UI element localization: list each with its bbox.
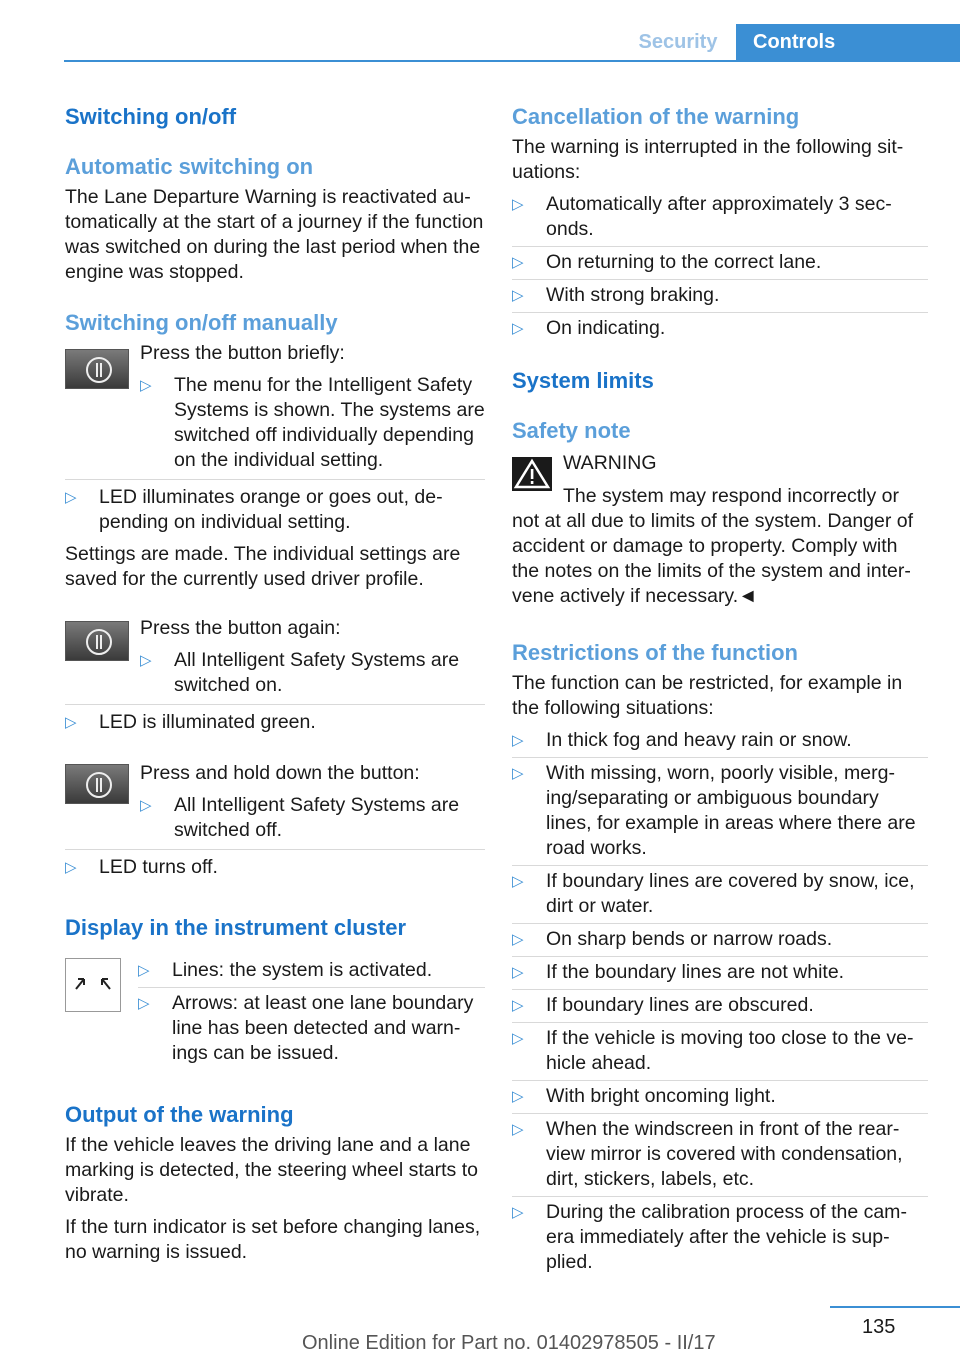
- list-item-text: In thick fog and heavy rain or snow.: [546, 729, 852, 751]
- list-item-text: The menu for the Intelligent Safety Systems is shown. The systems are switched off individually depending on the individual setting.: [174, 374, 485, 471]
- list-item: [512, 960, 928, 985]
- bullet-icon: ▷: [512, 1204, 524, 1221]
- list-item-text: With missing, worn, poorly visible, merging/separating or ambiguous boundary lines, for example in areas where there are road works.: [546, 762, 916, 859]
- auto-text: The Lane Departure Warning is reactivated automatically at the start of a journey if the function was switched on during the last period when the engine was stopped.: [65, 186, 484, 283]
- bullet-icon: ▷: [65, 859, 77, 876]
- list-item: [140, 648, 485, 698]
- list-item: [512, 927, 928, 952]
- right-column: [512, 100, 928, 1275]
- list-item-text: During the calibration process of the camera immediately after the vehicle is supplied.: [546, 1201, 907, 1273]
- bullet-icon: ▷: [512, 287, 524, 304]
- bullet-icon: ▷: [512, 1121, 524, 1138]
- press-briefly-label: Press the button briefly:: [140, 342, 345, 364]
- bullet-icon: ▷: [512, 931, 524, 948]
- divider: [512, 1080, 928, 1081]
- list-item-text: LED illuminates orange or goes out, depending on individual setting.: [99, 486, 443, 533]
- page-number: 135: [862, 1316, 896, 1338]
- bullet-icon: ▷: [512, 254, 524, 271]
- heading-output: Output of the warning: [65, 1102, 294, 1127]
- list-item-text: On returning to the correct lane.: [546, 251, 822, 273]
- list-item-text: If boundary lines are obscured.: [546, 994, 814, 1016]
- list-item: [512, 761, 928, 861]
- list-item-text: With strong braking.: [546, 284, 720, 306]
- list-item: [512, 1200, 928, 1275]
- output-text-1: If the vehicle leaves the driving lane and a lane marking is detected, the steering wheel starts to vibrate.: [65, 1134, 478, 1206]
- list-item-text: Automatically after approximately 3 seconds.: [546, 193, 892, 240]
- divider: [512, 246, 928, 247]
- press-briefly-block: [65, 342, 485, 473]
- bullet-icon: ▷: [512, 320, 524, 337]
- heading-restrictions: Restrictions of the function: [512, 640, 798, 665]
- safety-button-icon: [65, 621, 129, 661]
- press-hold-block: [65, 764, 485, 843]
- heading-automatic: Automatic switching on: [65, 154, 314, 179]
- list-item: [512, 869, 928, 919]
- safety-button-icon: [65, 764, 129, 804]
- output-text-2: If the turn indicator is set before changing lanes, no warning is issued.: [65, 1216, 481, 1263]
- list-item-text: On indicating.: [546, 317, 666, 339]
- tab-controls[interactable]: Controls: [736, 24, 960, 62]
- list-item-text: If the boundary lines are not white.: [546, 961, 845, 983]
- list-item: [512, 1026, 928, 1076]
- divider: [512, 279, 928, 280]
- bullet-icon: ▷: [138, 962, 150, 979]
- divider: [512, 865, 928, 866]
- list-item-text: With bright oncoming light.: [546, 1085, 776, 1107]
- display-block: [65, 958, 485, 1066]
- heading-cancellation: Cancellation of the warning: [512, 104, 800, 129]
- restrict-text: The function can be restricted, for example in the following situations:: [512, 672, 903, 719]
- divider: [512, 989, 928, 990]
- list-item: [512, 316, 928, 341]
- bullet-icon: ▷: [65, 714, 77, 731]
- left-column: [65, 100, 485, 1265]
- bullet-icon: ▷: [512, 1030, 524, 1047]
- list-item: [65, 710, 485, 735]
- divider: [65, 479, 485, 480]
- list-item: [512, 728, 928, 753]
- warning-first-line: The system may respond incorrectly or: [563, 485, 899, 507]
- list-item: [512, 283, 928, 308]
- heading-manual: Switching on/off manually: [65, 310, 338, 335]
- divider: [65, 704, 485, 705]
- list-item: [512, 1084, 928, 1109]
- bullet-icon: ▷: [65, 489, 77, 506]
- press-again-block: [65, 617, 485, 698]
- cancel-text: The warning is interrupted in the following situations:: [512, 136, 904, 183]
- list-item-text: Arrows: at least one lane boundary line has been detected and warnings can be issued.: [172, 992, 474, 1064]
- divider: [512, 312, 928, 313]
- edition-footer: Online Edition for Part no. 01402978505 - II/17: [302, 1332, 716, 1354]
- bullet-icon: ▷: [512, 732, 524, 749]
- divider: [512, 1196, 928, 1197]
- divider: [512, 956, 928, 957]
- list-item-text: If boundary lines are covered by snow, ice, dirt or water.: [546, 870, 915, 917]
- warning-triangle-icon: [512, 457, 552, 491]
- list-item: [512, 1117, 928, 1192]
- warning-block: [512, 452, 928, 509]
- bullet-icon: ▷: [512, 765, 524, 782]
- safety-button-icon: [65, 349, 129, 389]
- list-item: [138, 991, 485, 1066]
- heading-system-limits: System limits: [512, 368, 654, 393]
- list-item-text: LED is illuminated green.: [99, 711, 316, 733]
- bullet-icon: ▷: [512, 964, 524, 981]
- list-item-text: All Intelligent Safety Systems are switched on.: [174, 649, 460, 696]
- list-item: [512, 250, 928, 275]
- list-item: [65, 485, 485, 535]
- bullet-icon: ▷: [512, 997, 524, 1014]
- bullet-icon: ▷: [512, 196, 524, 213]
- list-item: [65, 855, 485, 880]
- header-rule: [64, 60, 960, 62]
- heading-display: Display in the instrument cluster: [65, 915, 407, 940]
- bullet-icon: ▷: [140, 652, 152, 669]
- list-item: [512, 192, 928, 242]
- list-item: [140, 373, 485, 473]
- list-item-text: All Intelligent Safety Systems are switched off.: [174, 794, 460, 841]
- list-item: [138, 958, 485, 983]
- bullet-icon: ▷: [140, 797, 152, 814]
- divider: [65, 849, 485, 850]
- warning-label: WARNING: [563, 452, 657, 474]
- heading-safety-note: Safety note: [512, 418, 631, 443]
- divider: [512, 923, 928, 924]
- bullet-icon: ▷: [138, 995, 150, 1012]
- settings-text: Settings are made. The individual settings are saved for the currently used driver profile.: [65, 543, 461, 590]
- list-item: [140, 793, 485, 843]
- list-item: [512, 993, 928, 1018]
- list-item-text: Lines: the system is activated.: [172, 959, 433, 981]
- list-item-text: If the vehicle is moving too close to the vehicle ahead.: [546, 1027, 914, 1074]
- bullet-icon: ▷: [512, 873, 524, 890]
- press-again-label: Press the button again:: [140, 617, 341, 639]
- warning-text: not at all due to limits of the system. Danger of accident or damage to property. Comply with the notes on the limits of the system and intervene actively if necessary.◄: [512, 510, 914, 607]
- bullet-icon: ▷: [140, 377, 152, 394]
- press-hold-label: Press and hold down the button:: [140, 762, 420, 784]
- list-item-text: When the windscreen in front of the rearview mirror is covered with condensation, dirt, stickers, labels, etc.: [546, 1118, 903, 1190]
- heading-switching: Switching on/off: [65, 104, 237, 129]
- list-item-text: LED turns off.: [99, 856, 218, 878]
- tab-security[interactable]: Security: [638, 31, 718, 53]
- divider: [138, 987, 485, 988]
- divider: [512, 1022, 928, 1023]
- list-item-text: On sharp bends or narrow roads.: [546, 928, 833, 950]
- bullet-icon: ▷: [512, 1088, 524, 1105]
- divider: [512, 757, 928, 758]
- divider: [512, 1113, 928, 1114]
- footer-rule: [830, 1306, 960, 1308]
- lane-display-icon: [65, 958, 121, 1012]
